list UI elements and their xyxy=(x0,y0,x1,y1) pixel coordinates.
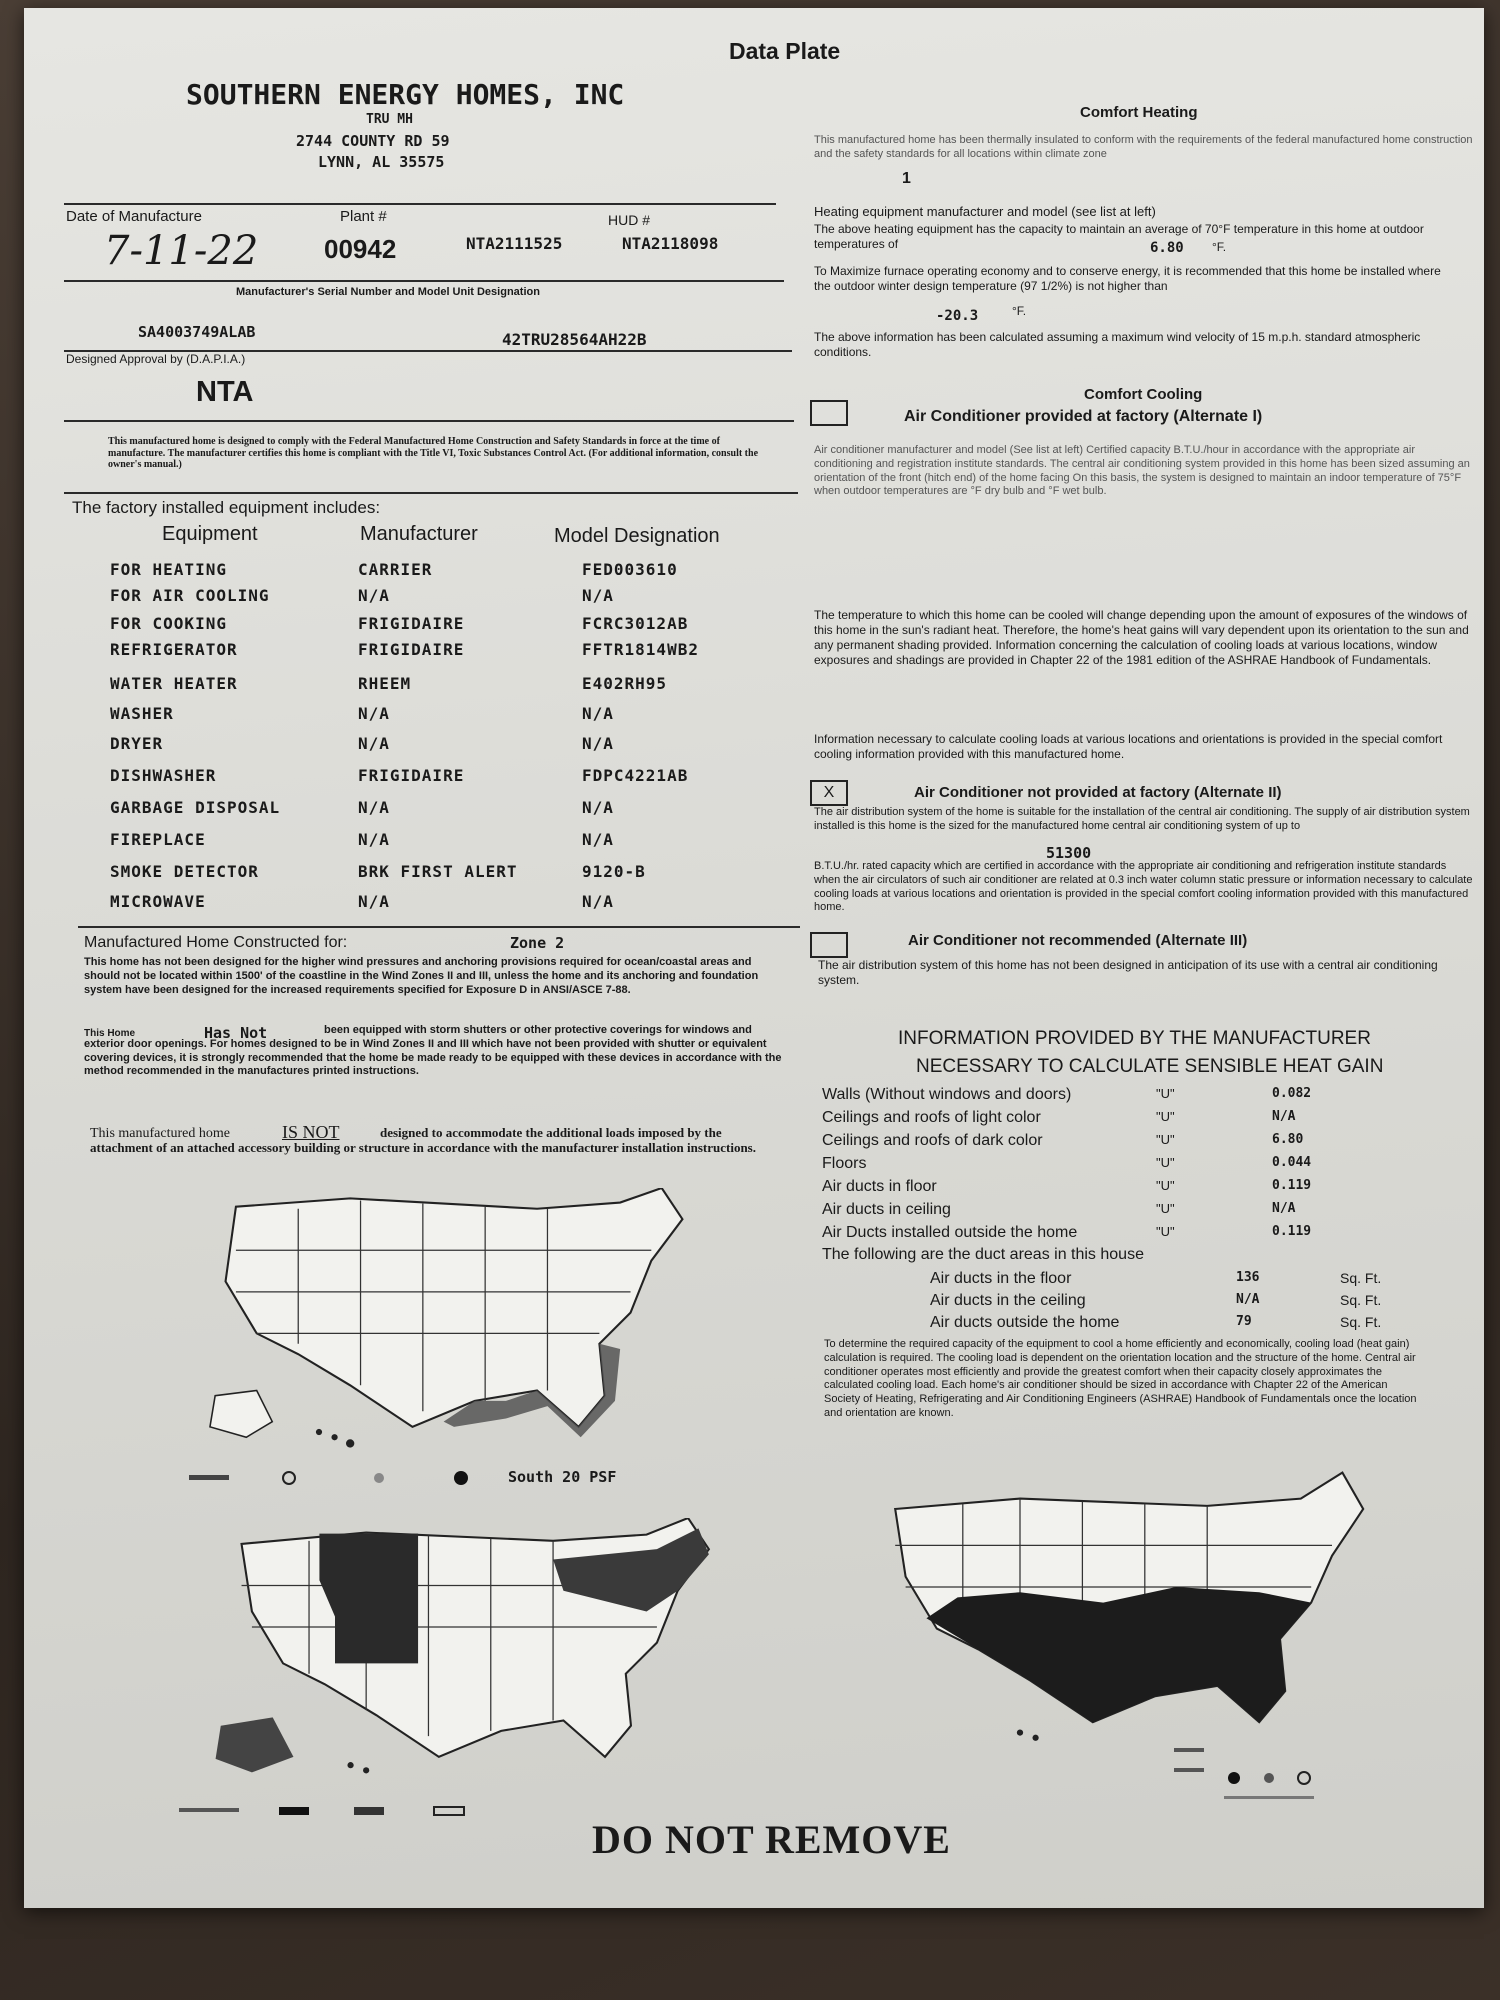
equipment-name: WATER HEATER xyxy=(110,674,238,693)
equipment-row xyxy=(110,766,750,796)
heating-higher-value: -20.3 xyxy=(936,308,979,324)
alt3-text: The air distribution system of this home has not been designed in anticipation of its use with a central air conditioning system. xyxy=(818,958,1438,987)
wind-zone: Zone 2 xyxy=(510,934,565,952)
map-legend-label: South 20 PSF xyxy=(508,1468,617,1486)
date-value: 7-11-22 xyxy=(104,228,259,274)
heat-gain-row xyxy=(822,1155,1382,1178)
heating-intro: This manufactured home has been thermally insulated to conform with the requirements of the federal manufactured home construction and the safety standards for all locations within climate zone xyxy=(814,134,1473,160)
u-value: N/A xyxy=(1272,1109,1296,1124)
manufacturer-header: Manufacturer xyxy=(360,523,478,545)
equipment-row xyxy=(110,798,750,828)
alt3-checkbox xyxy=(810,932,848,958)
u-value: 0.119 xyxy=(1272,1178,1312,1193)
u-label: "U" xyxy=(1156,1132,1175,1147)
cooling-title: Comfort Cooling xyxy=(1084,386,1203,403)
heating-title: Comfort Heating xyxy=(1080,104,1198,121)
equipment-model: E402RH95 xyxy=(582,674,668,693)
map-legend-icons xyxy=(184,1470,494,1486)
equipment-manufacturer: RHEEM xyxy=(358,674,412,693)
plant-value: 00942 xyxy=(324,234,397,264)
heat-gain-item: Air Ducts installed outside the home xyxy=(822,1224,1078,1241)
model-value: 42TRU28564AH22B xyxy=(502,330,647,349)
heat-gain-item: Air ducts in ceiling xyxy=(822,1201,951,1218)
alt2-text2: B.T.U./hr. rated capacity which are certified in accordance with the appropriate air conditioning and refrigeration institute standards when the air circulators of such air conditioner are related at 0.3 inch water column static pressure or information necessary to calculate cooling loads at various locations and orientation is provided in the special comfort cooling information provided with this manufactured home. xyxy=(814,860,1473,914)
duct-unit: Sq. Ft. xyxy=(1340,1314,1382,1330)
maker-address1: 2744 COUNTY RD 59 xyxy=(296,132,450,150)
alt1-checkbox xyxy=(810,400,848,426)
equipment-manufacturer: N/A xyxy=(358,734,390,753)
u-label: "U" xyxy=(1156,1109,1175,1124)
alt1-text: Air conditioner manufacturer and model (See list at left) Certified capacity B.T.U./hour in accordance with the appropriate air conditioning and registration institute standards. The central air conditioning system provided in this home has been sized assuming an orientation of the front (hitch end) of the home facing On this basis, the system is designed to maintain an indoor temperature of 75°F when outdoor temperatures are °F dry bulb and °F wet bulb. xyxy=(814,444,1470,498)
equipment-manufacturer: FRIGIDAIRE xyxy=(358,766,465,785)
heat-gain-item: Ceilings and roofs of dark color xyxy=(822,1132,1043,1149)
equipment-model: N/A xyxy=(582,798,614,817)
duct-unit: Sq. Ft. xyxy=(1340,1270,1382,1286)
compliance-text: This manufactured home is designed to comply with the Federal Manufactured Home Construction and Safety Standards in force at the time of manufacture. The manufacturer certifies this home is compliant with the Title VI, Toxic Substances Control Act. (For additional information, consult the owner's manual.) xyxy=(108,436,759,470)
equipment-manufacturer: N/A xyxy=(358,830,390,849)
heating-basis-text: The above information has been calculated assuming a maximum wind velocity of 15 m.p.h. standard atmospheric conditions. xyxy=(814,330,1421,359)
equipment-row xyxy=(110,862,750,892)
u-label: "U" xyxy=(1156,1224,1175,1239)
equipment-name: FOR HEATING xyxy=(110,560,227,579)
equipment-name: WASHER xyxy=(110,704,174,723)
cooling-zone-map xyxy=(864,1468,1384,1758)
doc-title: Data Plate xyxy=(729,38,841,64)
maker-address2: LYNN, AL 35575 xyxy=(318,153,445,171)
heat-gain-row xyxy=(822,1201,1382,1224)
u-label: "U" xyxy=(1156,1201,1175,1216)
heat-gain-closing-text: To determine the required capacity of the equipment to cool a home efficiently and economically, cooling load (heat gain) calculation is required. The cooling load is dependent on the orientation location and the structure of the home. Central air conditioner operates most efficiently and provide the greatest comfort when their capacity closely approximates the calculated cooling load. Each home's air conditioner should be sized in accordance with Chapter 22 of the American Society of Heating, Refrigerating and Air Conditioning Engineers (ASHRAE) Handbook of Fundamentals once the location and orientation are known. xyxy=(824,1338,1417,1419)
heating-capacity-unit: °F. xyxy=(1212,240,1227,254)
heating-zone-value: 1 xyxy=(902,170,911,187)
u-label: "U" xyxy=(1156,1086,1175,1101)
alt2-title: Air Conditioner not provided at factory (Alternate II) xyxy=(914,784,1282,801)
u-value: 0.044 xyxy=(1272,1155,1312,1170)
equipment-row xyxy=(110,892,750,922)
equipment-manufacturer: N/A xyxy=(358,798,390,817)
thermal-map-legend xyxy=(174,1803,504,1819)
plant-label: Plant # xyxy=(340,208,387,225)
heat-gain-table xyxy=(822,1086,1382,1247)
hud-a: NTA2111525 xyxy=(466,234,563,253)
duct-value: 136 xyxy=(1236,1270,1260,1285)
equipment-model: 9120-B xyxy=(582,862,646,881)
equipment-manufacturer: N/A xyxy=(358,892,390,911)
wind-zone-map xyxy=(194,1188,714,1458)
hud-label: HUD # xyxy=(608,212,651,228)
alt1-title: Air Conditioner provided at factory (Alternate I) xyxy=(904,408,1263,425)
heating-higher-unit: °F. xyxy=(1012,304,1027,318)
u-value: 0.082 xyxy=(1272,1086,1312,1101)
u-value: 6.80 xyxy=(1272,1132,1304,1147)
equipment-name: MICROWAVE xyxy=(110,892,206,911)
wind-text: This home has not been designed for the higher wind pressures and anchoring provisions required for ocean/coastal areas and should not be located within 1500' of the coastline in the Wind Zones II and III, unless the home and its anchoring and foundation system have been designed for the increased requirements specified for Exposure D in ANSI/ASCE 7-88. xyxy=(84,956,759,996)
equipment-model: N/A xyxy=(582,704,614,723)
heating-maximize-text: To Maximize furnace operating economy and to conserve energy, it is recommended that this home be installed where the outdoor winter design temperature (97 1/2%) is not higher than xyxy=(814,264,1441,293)
this-home-label: This Home xyxy=(84,1028,136,1039)
duct-value: 79 xyxy=(1236,1314,1252,1329)
equipment-name: FIREPLACE xyxy=(110,830,206,849)
equipment-manufacturer: CARRIER xyxy=(358,560,433,579)
equipment-row xyxy=(110,586,750,616)
u-label: "U" xyxy=(1156,1155,1175,1170)
equipment-name: SMOKE DETECTOR xyxy=(110,862,259,881)
heat-gain-title1: INFORMATION PROVIDED BY THE MANUFACTURER xyxy=(898,1028,1371,1049)
cooling-map-legend xyxy=(1174,1738,1324,1808)
heating-equip-line: Heating equipment manufacturer and model (see list at left) xyxy=(814,204,1156,219)
equipment-row xyxy=(110,704,750,734)
duct-item: Air ducts outside the home xyxy=(930,1314,1120,1331)
equipment-header: Equipment xyxy=(162,523,258,545)
heat-gain-item: Ceilings and roofs of light color xyxy=(822,1109,1041,1126)
equipment-model: FDPC4221AB xyxy=(582,766,689,785)
equipment-name: FOR AIR COOLING xyxy=(110,586,270,605)
equipment-name: DRYER xyxy=(110,734,164,753)
equipment-model: N/A xyxy=(582,586,614,605)
duct-item: Air ducts in the ceiling xyxy=(930,1292,1086,1309)
maker-name: SOUTHERN ENERGY HOMES, INC xyxy=(186,78,625,111)
equipment-name: GARBAGE DISPOSAL xyxy=(110,798,281,817)
serial-value: SA4003749ALAB xyxy=(138,323,256,341)
do-not-remove: DO NOT REMOVE xyxy=(592,1817,951,1862)
cooling-info-text: Information necessary to calculate cooling loads at various locations and orientations is provided in the special comfort cooling information provided with this manufactured home. xyxy=(814,732,1443,761)
equipment-model: N/A xyxy=(582,734,614,753)
cooling-temp-text: The temperature to which this home can be cooled will change depending upon the amount of exposures of the windows of this home in the sun's radiant heat. Therefore, the home's heat gains will vary dependent upon its orientation to the sun and any permanent shading provided. Information concerning the calculation of cooling loads at various locations, window exposures and shadings are provided in Chapter 22 of the 1981 edition of the ASHRAE Handbook of Fundamentals. xyxy=(814,608,1469,667)
equipment-manufacturer: FRIGIDAIRE xyxy=(358,640,465,659)
equipment-name: REFRIGERATOR xyxy=(110,640,238,659)
approval-value: NTA xyxy=(196,376,254,408)
heat-gain-row xyxy=(822,1224,1382,1247)
accessory-pre: This manufactured home xyxy=(90,1126,230,1141)
alt2-text: The air distribution system of the home is suitable for the installation of the central air conditioning. The supply of air distribution system installed is this home is the sized for the manufactured home central air conditioning system of up to xyxy=(814,806,1470,832)
equipment-name: DISHWASHER xyxy=(110,766,217,785)
serial-label: Manufacturer's Serial Number and Model Unit Designation xyxy=(236,286,540,298)
alt2-value: 51300 xyxy=(1046,844,1092,862)
duct-intro: The following are the duct areas in this house xyxy=(822,1246,1144,1263)
duct-row xyxy=(906,1292,1386,1314)
equipment-row xyxy=(110,640,750,670)
alt2-checkbox: X xyxy=(810,780,848,806)
model-header: Model Designation xyxy=(554,525,720,547)
duct-row xyxy=(906,1314,1386,1336)
heating-capacity-text: The above heating equipment has the capacity to maintain an average of 70°F temperature in this home at outdoor temperatures of xyxy=(814,222,1424,251)
u-label: "U" xyxy=(1156,1178,1175,1193)
equipment-model: FED003610 xyxy=(582,560,678,579)
u-value: N/A xyxy=(1272,1201,1296,1216)
is-not-value: IS NOT xyxy=(282,1122,340,1142)
shutter-text: been equipped with storm shutters or other protective coverings for windows and exterior door openings. For homes designed to be in Wind Zones II and III which have not been provided with shutter or equivalent covering devices, it is strongly recommended that the home be made ready to be equipped with these devices in accordance with the method recommended in the manufactures printed instructions. xyxy=(84,1024,782,1078)
heat-gain-row xyxy=(822,1132,1382,1155)
duct-item: Air ducts in the floor xyxy=(930,1270,1072,1287)
u-value: 0.119 xyxy=(1272,1224,1312,1239)
accessory-post: designed to accommodate the additional loads imposed by the attachment of an attached accessory building or structure in accordance with the manufacturer installation instructions. xyxy=(90,1125,756,1155)
data-plate-sheet xyxy=(24,8,1484,1908)
equipment-row xyxy=(110,734,750,764)
heating-capacity-value: 6.80 xyxy=(1150,240,1184,256)
heat-gain-row xyxy=(822,1109,1382,1132)
equipment-model: FCRC3012AB xyxy=(582,614,689,633)
alt3-title: Air Conditioner not recommended (Alternate III) xyxy=(908,932,1248,949)
duct-row xyxy=(906,1270,1386,1292)
heat-gain-title2: NECESSARY TO CALCULATE SENSIBLE HEAT GAIN xyxy=(916,1056,1384,1077)
equipment-row xyxy=(110,830,750,860)
duct-value: N/A xyxy=(1236,1292,1260,1307)
equipment-manufacturer: BRK FIRST ALERT xyxy=(358,862,518,881)
equipment-manufacturer: N/A xyxy=(358,704,390,723)
heat-gain-row xyxy=(822,1178,1382,1201)
heat-gain-item: Floors xyxy=(822,1155,867,1172)
equipment-model: N/A xyxy=(582,830,614,849)
date-label: Date of Manufacture xyxy=(66,208,202,225)
duct-unit: Sq. Ft. xyxy=(1340,1292,1382,1308)
equipment-intro: The factory installed equipment includes: xyxy=(72,498,381,517)
heat-gain-row xyxy=(822,1086,1382,1109)
wind-label: Manufactured Home Constructed for: xyxy=(84,934,348,951)
approval-label: Designed Approval by (D.A.P.I.A.) xyxy=(66,352,246,366)
equipment-model: N/A xyxy=(582,892,614,911)
equipment-manufacturer: N/A xyxy=(358,586,390,605)
equipment-name: FOR COOKING xyxy=(110,614,227,633)
duct-table xyxy=(906,1270,1386,1336)
hud-b: NTA2118098 xyxy=(622,234,719,253)
has-not-value: Has Not xyxy=(204,1024,268,1042)
maker-line2: TRU MH xyxy=(366,112,413,127)
equipment-model: FFTR1814WB2 xyxy=(582,640,699,659)
heat-gain-item: Walls (Without windows and doors) xyxy=(822,1086,1072,1103)
equipment-manufacturer: FRIGIDAIRE xyxy=(358,614,465,633)
thermal-zone-map xyxy=(210,1518,730,1788)
heat-gain-item: Air ducts in floor xyxy=(822,1178,937,1195)
equipment-row xyxy=(110,674,750,704)
